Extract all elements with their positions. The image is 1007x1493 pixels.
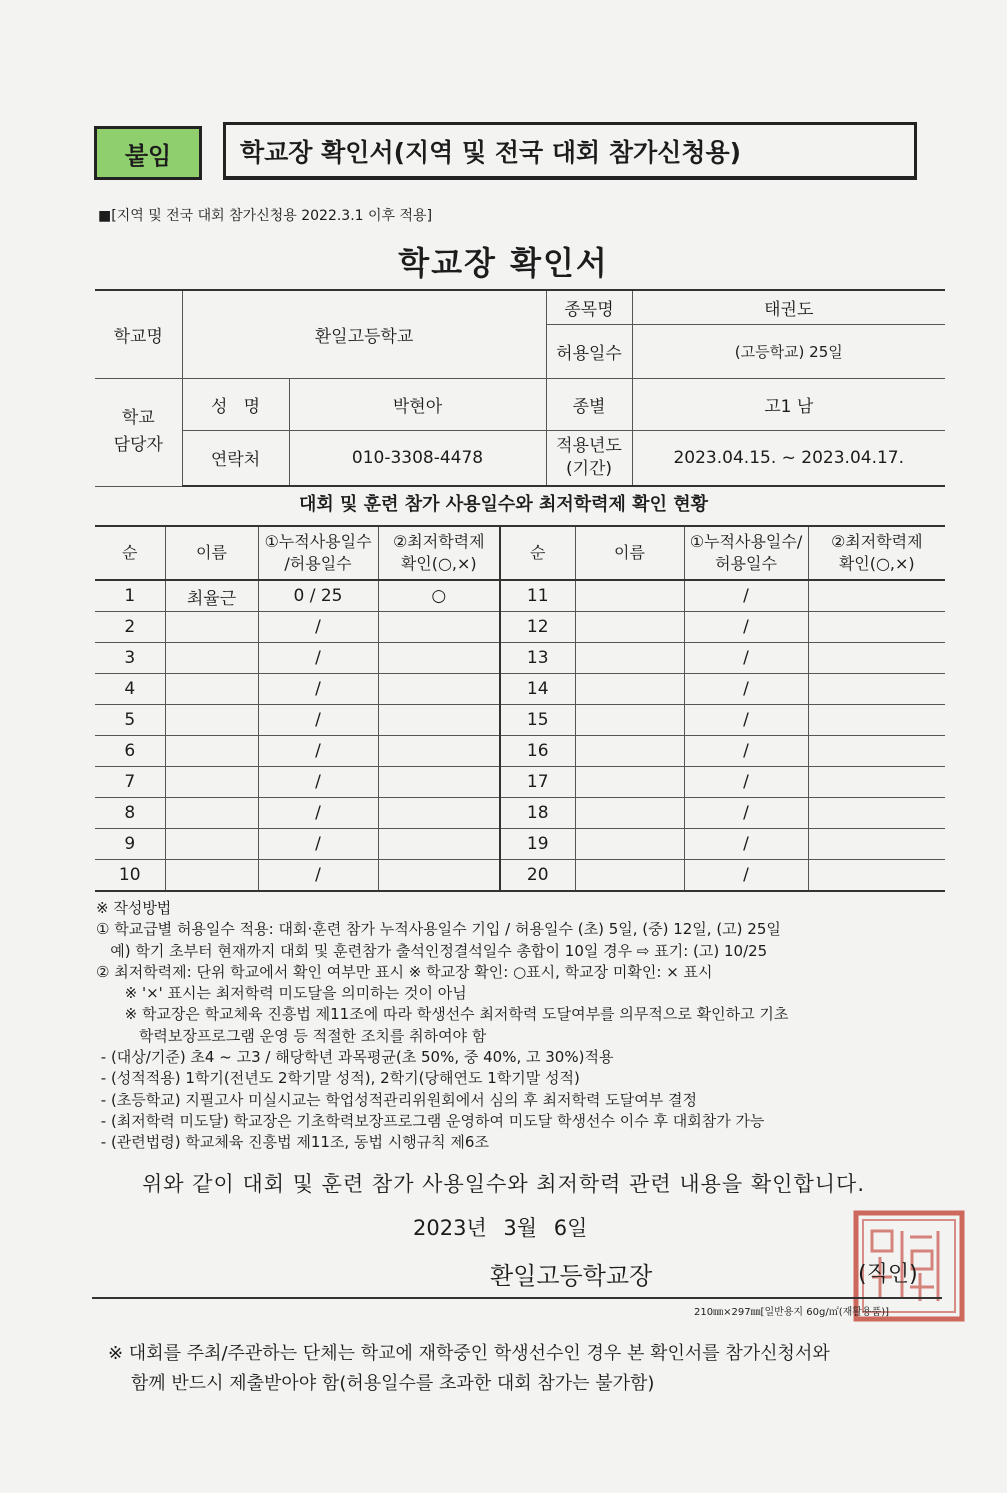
class-value: 고1 남 <box>632 378 945 430</box>
instruction-line: ※ '×' 표시는 최저학력 미도달을 의미하는 것이 아님 <box>96 984 467 1003</box>
school-label: 학교명 <box>95 290 182 378</box>
confirmation-statement: 위와 같이 대회 및 훈련 참가 사용일수와 최저학력 관련 내용을 확인합니다. <box>141 1172 865 1196</box>
table-cell: 3 <box>95 643 165 674</box>
table-row <box>95 860 945 892</box>
instruction-line: - (초등학교) 지필고사 미실시교는 학업성적관리위원회에서 심의 후 최저학력 도달여부 결정 <box>96 1090 697 1109</box>
table-cell: / <box>684 612 808 643</box>
school-info-table <box>95 289 945 487</box>
table-cell: 4 <box>95 674 165 705</box>
table-row <box>95 829 945 860</box>
table-cell: / <box>258 674 378 705</box>
table-cell: / <box>684 767 808 798</box>
table-cell: 최율근 <box>165 580 258 612</box>
section-title: 대회 및 훈련 참가 사용일수와 최저학력제 확인 현황 <box>298 494 708 515</box>
instruction-line: ① 학교급별 허용일수 적용: 대회·훈련 참가 누적사용일수 기입 / 허용일수 (초) 5일, (중) 12일, (고) 25일 <box>96 920 781 939</box>
table-row <box>95 674 945 705</box>
table-header-cell: ①누적사용일수/ 허용일수 <box>684 526 808 580</box>
contact-value: 010-3308-4478 <box>289 430 546 486</box>
table-cell: 19 <box>500 829 575 860</box>
instruction-line: 예) 학기 초부터 현재까지 대회 및 훈련참가 출석인정결석일수 총합이 10일 경우 ⇨ 표기: (고) 10/25 <box>96 941 768 960</box>
period-label: 적용년도 (기간) <box>546 430 632 486</box>
seal-label: (직인) <box>858 1262 918 1287</box>
table-cell <box>165 798 258 829</box>
table-cell <box>575 612 684 643</box>
table-cell: 18 <box>500 798 575 829</box>
table-cell <box>575 860 684 892</box>
table-cell <box>378 798 500 829</box>
header-title: 학교장 확인서(지역 및 전국 대회 참가신청용) <box>223 122 917 180</box>
allow-days-value: (고등학교) 25일 <box>632 324 945 378</box>
table-header-cell: 순 <box>500 526 575 580</box>
table-cell <box>575 767 684 798</box>
table-cell <box>165 829 258 860</box>
table-cell: / <box>258 736 378 767</box>
document-title: 학교장 확인서 <box>398 244 609 282</box>
table-cell: / <box>258 643 378 674</box>
table-cell <box>808 674 945 705</box>
table-cell <box>165 767 258 798</box>
table-header-cell: ②최저학력제 확인(○,×) <box>378 526 500 580</box>
table-cell <box>575 674 684 705</box>
table-cell <box>808 580 945 612</box>
table-cell: / <box>258 798 378 829</box>
table-cell <box>165 674 258 705</box>
table-cell: 7 <box>95 767 165 798</box>
table-cell: / <box>258 829 378 860</box>
table-row <box>95 767 945 798</box>
table-cell <box>575 736 684 767</box>
table-header-cell: ①누적사용일수 /허용일수 <box>258 526 378 580</box>
table-cell: / <box>684 674 808 705</box>
table-cell <box>165 860 258 892</box>
table-row <box>95 612 945 643</box>
table-cell <box>575 643 684 674</box>
table-cell: 16 <box>500 736 575 767</box>
table-row <box>95 705 945 736</box>
table-cell <box>808 643 945 674</box>
table-row <box>95 798 945 829</box>
table-cell <box>808 705 945 736</box>
table-cell: 10 <box>95 860 165 892</box>
table-cell: / <box>684 829 808 860</box>
table-cell: 8 <box>95 798 165 829</box>
instruction-line: ※ 작성방법 <box>96 899 172 917</box>
table-cell: / <box>684 580 808 612</box>
instruction-line: 학력보장프로그램 운영 등 적절한 조치를 취하여야 함 <box>96 1026 487 1045</box>
table-cell: 20 <box>500 860 575 892</box>
table-cell <box>808 736 945 767</box>
name-value: 박현아 <box>289 378 546 430</box>
table-cell <box>378 674 500 705</box>
instruction-line: ※ 학교장은 학교체육 진흥법 제11조에 따라 학생선수 최저학력 도달여부를 의무적으로 확인하고 기초 <box>96 1005 789 1024</box>
instruction-line: - (성적적용) 1학기(전년도 2학기말 성적), 2학기(당해연도 1학기말 성적) <box>96 1069 580 1088</box>
table-cell <box>165 612 258 643</box>
table-cell <box>378 736 500 767</box>
sport-value: 태권도 <box>632 290 945 324</box>
instruction-line: - (대상/기준) 초4 ~ 고3 / 해당학년 과목평균(초 50%, 중 40%, 고 30%)적용 <box>96 1048 614 1067</box>
table-cell <box>808 829 945 860</box>
table-row <box>95 580 945 612</box>
divider-line <box>92 1297 942 1299</box>
attachment-badge: 붙임 <box>94 126 202 180</box>
table-cell <box>378 705 500 736</box>
instruction-line: ② 최저학력제: 단위 학교에서 확인 여부만 표시 ※ 학교장 확인: ○표시, 학교장 미확인: × 표시 <box>96 962 713 981</box>
table-header-row <box>95 526 945 580</box>
table-cell <box>378 643 500 674</box>
table-cell: / <box>258 705 378 736</box>
school-value: 환일고등학교 <box>182 290 546 378</box>
table-cell <box>575 580 684 612</box>
table-cell: 11 <box>500 580 575 612</box>
table-cell <box>165 643 258 674</box>
allow-days-label: 허용일수 <box>546 324 632 378</box>
table-cell: 0 / 25 <box>258 580 378 612</box>
manager-label: 학교 담당자 <box>95 378 182 486</box>
table-cell: / <box>258 767 378 798</box>
name-label: 성 명 <box>182 378 289 430</box>
table-row <box>95 736 945 767</box>
table-header-cell: 이름 <box>165 526 258 580</box>
table-cell <box>575 798 684 829</box>
table-cell <box>575 705 684 736</box>
table-cell: 2 <box>95 612 165 643</box>
table-header-cell: ②최저학력제 확인(○,×) <box>808 526 945 580</box>
table-cell: / <box>258 612 378 643</box>
table-header-cell: 이름 <box>575 526 684 580</box>
writing-instructions <box>96 898 956 1154</box>
period-value: 2023.04.15. ~ 2023.04.17. <box>632 430 945 486</box>
table-cell <box>378 612 500 643</box>
sport-label: 종목명 <box>546 290 632 324</box>
table-cell: / <box>684 736 808 767</box>
table-cell: 12 <box>500 612 575 643</box>
table-cell <box>165 705 258 736</box>
table-cell: / <box>684 705 808 736</box>
table-row <box>95 643 945 674</box>
table-cell: / <box>684 860 808 892</box>
table-cell: 6 <box>95 736 165 767</box>
table-cell: 13 <box>500 643 575 674</box>
footer-note: ※ 대회를 주최/주관하는 단체는 학교에 재학중인 학생선수인 경우 본 확인서를 참가신청서와 함께 반드시 제출받아야 함(허용일수를 초과한 대회 참가는 불가함) <box>108 1343 830 1394</box>
table-header-cell: 순 <box>95 526 165 580</box>
table-cell: 9 <box>95 829 165 860</box>
instruction-line: - (최저학력 미도달) 학교장은 기초학력보장프로그램 운영하여 미도달 학생선수 이수 후 대회참가 가능 <box>96 1111 765 1130</box>
table-cell <box>808 860 945 892</box>
table-cell: / <box>684 643 808 674</box>
table-cell <box>808 798 945 829</box>
table-cell: / <box>258 860 378 892</box>
form-subnote: ■[지역 및 전국 대회 참가신청용 2022.3.1 이후 적용] <box>98 208 433 224</box>
table-cell <box>165 736 258 767</box>
principal-signature: 환일고등학교장 <box>490 1262 653 1290</box>
table-cell: 5 <box>95 705 165 736</box>
class-label: 종별 <box>546 378 632 430</box>
paper-spec: 210㎜×297㎜[일반용지 60g/㎡(재활용품)] <box>694 1307 890 1318</box>
table-cell <box>378 860 500 892</box>
contact-label: 연락처 <box>182 430 289 486</box>
usage-table <box>95 525 945 892</box>
table-cell <box>808 767 945 798</box>
table-cell: / <box>684 798 808 829</box>
table-cell: 15 <box>500 705 575 736</box>
table-cell: 14 <box>500 674 575 705</box>
table-cell: ○ <box>378 580 500 612</box>
table-cell <box>378 767 500 798</box>
table-cell <box>575 829 684 860</box>
table-cell: 1 <box>95 580 165 612</box>
table-cell <box>378 829 500 860</box>
instruction-line: - (관련법령) 학교체육 진흥법 제11조, 동법 시행규칙 제6조 <box>96 1133 489 1152</box>
table-cell <box>808 612 945 643</box>
issue-date: 2023년 3월 6일 <box>413 1216 588 1240</box>
table-cell: 17 <box>500 767 575 798</box>
